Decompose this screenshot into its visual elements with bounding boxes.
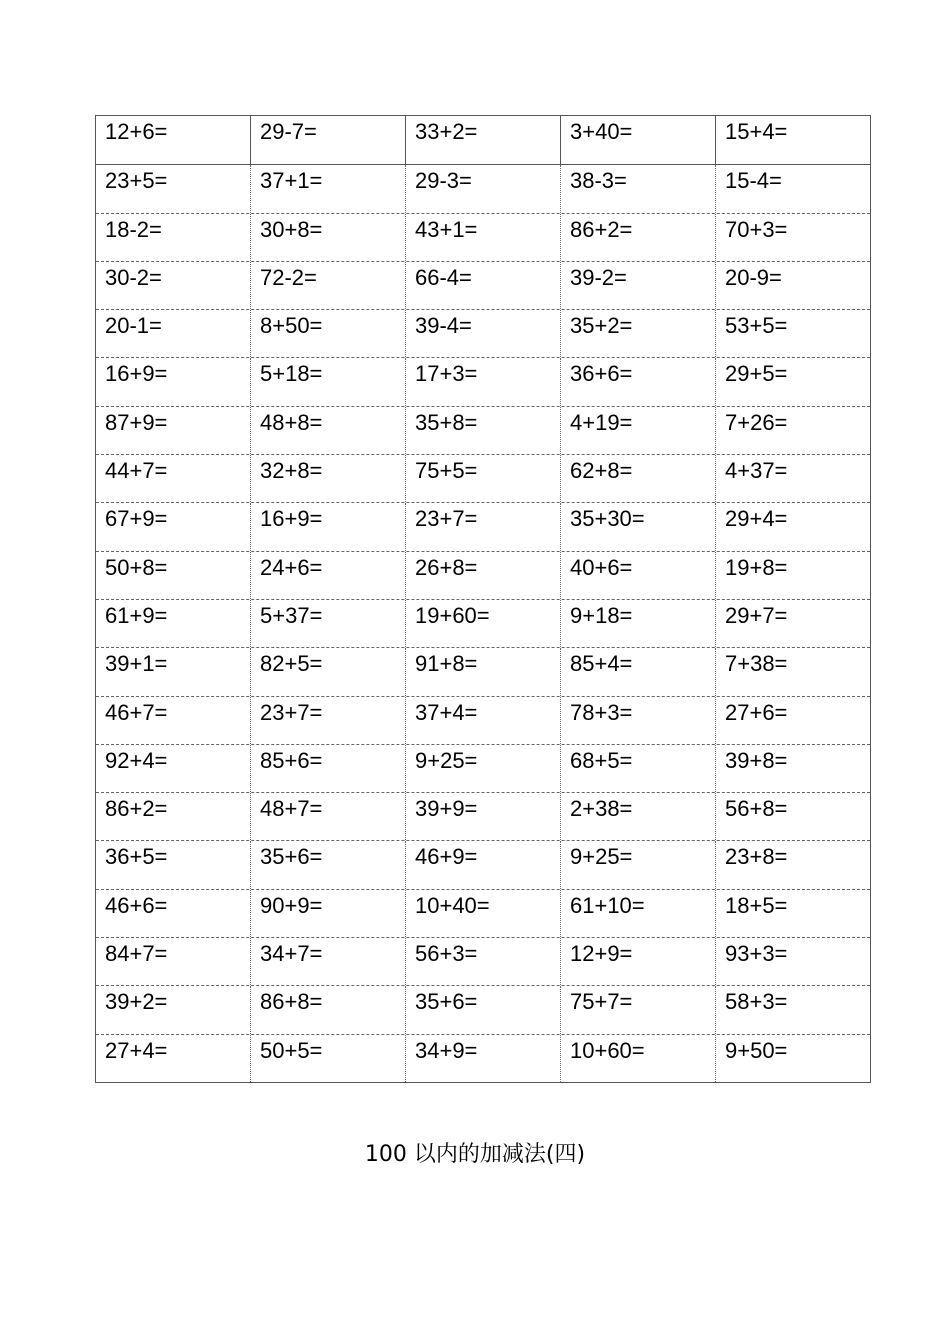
worksheet-row [96,357,870,405]
problem-cell: 50+8= [105,554,168,580]
problem-cell: 86+8= [250,986,405,1033]
problem-cell: 70+3= [715,214,870,261]
problem-cell: 67+9= [105,506,168,532]
problem-cell: 9+25= [560,841,715,888]
problem-cell: 29+5= [715,358,870,405]
problem-cell: 48+7= [250,793,405,840]
worksheet-row [96,261,870,309]
worksheet-row [96,792,870,840]
problem-cell: 91+8= [405,648,560,695]
worksheet-row [96,937,870,985]
problem-cell: 86+2= [105,796,168,822]
problem-cell: 66-4= [405,262,560,309]
problem-cell: 85+4= [560,648,715,695]
problem-cell: 29+4= [715,503,870,550]
problem-cell: 39+2= [105,989,168,1015]
problem-cell: 9+18= [560,600,715,647]
problem-cell: 19+60= [405,600,560,647]
problem-cell: 75+5= [405,455,560,502]
worksheet-row [96,213,870,261]
problem-cell: 20-9= [715,262,870,309]
worksheet-row [96,454,870,502]
worksheet-row [96,551,870,599]
worksheet-row [96,985,870,1033]
problem-cell: 34+7= [250,938,405,985]
problem-cell: 48+8= [250,407,405,454]
problem-cell: 23+5= [105,168,168,194]
problem-cell: 23+8= [715,841,870,888]
problem-cell: 4+37= [715,455,870,502]
problem-cell: 32+8= [250,455,405,502]
worksheet-row [96,309,870,357]
problem-cell: 61+9= [105,602,168,628]
problem-cell: 39-4= [405,310,560,357]
problem-cell: 12+6= [105,119,168,144]
worksheet-row [96,647,870,695]
problem-cell: 85+6= [250,745,405,792]
problem-cell: 35+30= [560,503,715,550]
problem-cell: 29+7= [715,600,870,647]
problem-cell: 43+1= [405,214,560,261]
problem-cell: 39+8= [715,745,870,792]
problem-cell: 35+2= [560,310,715,357]
problem-cell: 75+7= [560,986,715,1033]
problem-cell: 16+9= [105,361,168,387]
worksheet-title: 100 以内的加减法(四) [364,1142,586,1167]
problem-cell: 33+2= [405,116,560,164]
problem-cell: 39+9= [405,793,560,840]
problem-cell: 20-1= [105,313,162,339]
problem-cell: 7+26= [715,407,870,454]
problem-cell: 3+40= [560,116,715,164]
problem-cell: 27+4= [105,1037,168,1063]
worksheet-row [96,116,870,164]
problem-cell: 72-2= [250,262,405,309]
problem-cell: 24+6= [250,552,405,599]
problem-cell: 53+5= [715,310,870,357]
problem-cell: 46+7= [105,699,168,725]
problem-cell: 2+38= [560,793,715,840]
problem-cell: 56+3= [405,938,560,985]
problem-cell: 56+8= [715,793,870,840]
problem-cell: 5+37= [250,600,405,647]
problem-cell: 5+18= [250,358,405,405]
problem-cell: 10+40= [405,890,560,937]
problem-cell: 84+7= [105,941,168,967]
worksheet-row [96,744,870,792]
problem-cell: 46+6= [105,892,168,918]
problem-cell: 15+4= [715,116,870,164]
problem-cell: 29-3= [405,165,560,212]
problem-cell: 30-2= [105,264,162,290]
problem-cell: 30+8= [250,214,405,261]
problem-cell: 62+8= [560,455,715,502]
problem-cell: 34+9= [405,1035,560,1082]
worksheet-row [96,1034,870,1082]
problem-cell: 92+4= [105,747,168,773]
problem-cell: 4+19= [560,407,715,454]
problem-cell: 18-2= [105,216,162,242]
problem-cell: 37+4= [405,697,560,744]
problem-cell: 78+3= [560,697,715,744]
problem-cell: 16+9= [250,503,405,550]
problem-cell: 17+3= [405,358,560,405]
problem-cell: 35+6= [405,986,560,1033]
problem-cell: 36+6= [560,358,715,405]
worksheet-row [96,164,870,212]
problem-cell: 93+3= [715,938,870,985]
problem-cell: 29-7= [250,116,405,164]
problem-cell: 35+8= [405,407,560,454]
problem-cell: 7+38= [715,648,870,695]
problem-cell: 9+50= [715,1035,870,1082]
worksheet-row [96,599,870,647]
problem-cell: 26+8= [405,552,560,599]
worksheet-row [96,502,870,550]
problem-cell: 90+9= [250,890,405,937]
worksheet-row [96,406,870,454]
problem-cell: 37+1= [250,165,405,212]
problem-cell: 46+9= [405,841,560,888]
problem-cell: 38-3= [560,165,715,212]
problem-cell: 36+5= [105,844,168,870]
problem-cell: 39-2= [560,262,715,309]
worksheet-row [96,696,870,744]
problem-cell: 82+5= [250,648,405,695]
problem-cell: 58+3= [715,986,870,1033]
worksheet-row [96,889,870,937]
worksheet-row [96,840,870,888]
problem-cell: 39+1= [105,651,168,677]
problem-cell: 19+8= [715,552,870,599]
problem-cell: 15-4= [715,165,870,212]
problem-cell: 27+6= [715,697,870,744]
problem-cell: 23+7= [405,503,560,550]
problem-cell: 61+10= [560,890,715,937]
problem-cell: 50+5= [250,1035,405,1082]
problem-cell: 86+2= [560,214,715,261]
problem-cell: 18+5= [715,890,870,937]
problem-cell: 9+25= [405,745,560,792]
problem-cell: 44+7= [105,458,168,484]
problem-cell: 35+6= [250,841,405,888]
arithmetic-worksheet-grid [95,115,871,1083]
problem-cell: 40+6= [560,552,715,599]
problem-cell: 12+9= [560,938,715,985]
problem-cell: 23+7= [250,697,405,744]
problem-cell: 87+9= [105,409,168,435]
problem-cell: 8+50= [250,310,405,357]
problem-cell: 68+5= [560,745,715,792]
problem-cell: 10+60= [560,1035,715,1082]
